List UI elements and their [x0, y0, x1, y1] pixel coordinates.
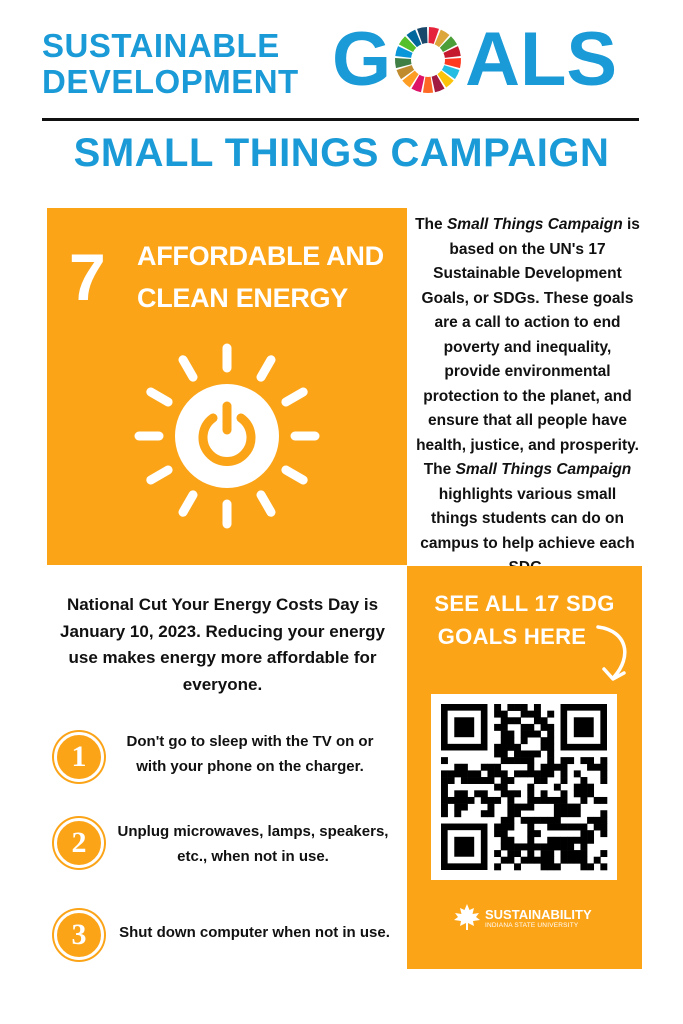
intro-emphasis-2: Small Things Campaign	[455, 461, 632, 478]
goals-letter-g: G	[332, 17, 392, 102]
sustainability-logo-subtitle: INDIANA STATE UNIVERSITY	[485, 922, 579, 929]
tip-2-number-badge: 2	[54, 818, 104, 868]
intro-paragraph	[415, 213, 640, 581]
sustainability-logo-name: SUSTAINABILITY	[485, 907, 592, 922]
energy-day-lead: National Cut Your Energy Costs Day is January 10, 2023. Reducing your energy use makes energy more affordable for everyone.	[59, 595, 386, 694]
sun-power-icon	[127, 336, 327, 536]
qr-heading-line2: GOALS HERE	[437, 624, 587, 649]
tip-3-number-badge: 3	[54, 910, 104, 960]
qr-heading-line1: SEE ALL 17 SDG	[434, 591, 615, 616]
campaign-title: SMALL THINGS CAMPAIGN	[73, 131, 610, 175]
header-sustainable: SUSTAINABLE	[42, 27, 280, 64]
tip-2-text: Unplug microwaves, lamps, speakers, etc., when not in use.	[117, 823, 389, 865]
curved-arrow-icon	[592, 621, 636, 687]
maple-leaf-icon	[453, 903, 481, 931]
header-goals	[332, 17, 618, 102]
sdg-wheel-icon	[393, 25, 463, 95]
qr-panel	[407, 566, 642, 969]
header-development: DEVELOPMENT	[42, 63, 299, 100]
goal-title-line2: CLEAN ENERGY	[137, 283, 348, 313]
intro-text-3: highlights various small things students can do on campus to help achieve each	[420, 485, 635, 552]
tip-1-number-badge: 1	[54, 732, 104, 782]
tip-3-text: Shut down computer when not in use.	[119, 924, 390, 941]
qr-code[interactable]	[431, 694, 617, 880]
header-divider	[42, 118, 639, 121]
intro-text-2: is based on the UN's 17 Sustainable Development Goals, or SDGs. These goals are a call to action to end poverty and inequality, provide environmental protection to the planet, and ensure that all people have health, justice, and prosperity. The	[416, 216, 640, 478]
qr-code-image	[431, 694, 617, 880]
tip-1-text: Don't go to sleep with the TV on or with your phone on the charger.	[126, 733, 374, 775]
goal-number: 7	[69, 240, 106, 314]
goal-title-line1: AFFORDABLE AND	[137, 241, 384, 271]
intro-text-1: The	[415, 216, 447, 233]
intro-emphasis-1: Small Things Campaign	[446, 216, 623, 233]
goal-7-tile	[47, 208, 407, 565]
goals-letters-als: ALS	[465, 17, 618, 102]
